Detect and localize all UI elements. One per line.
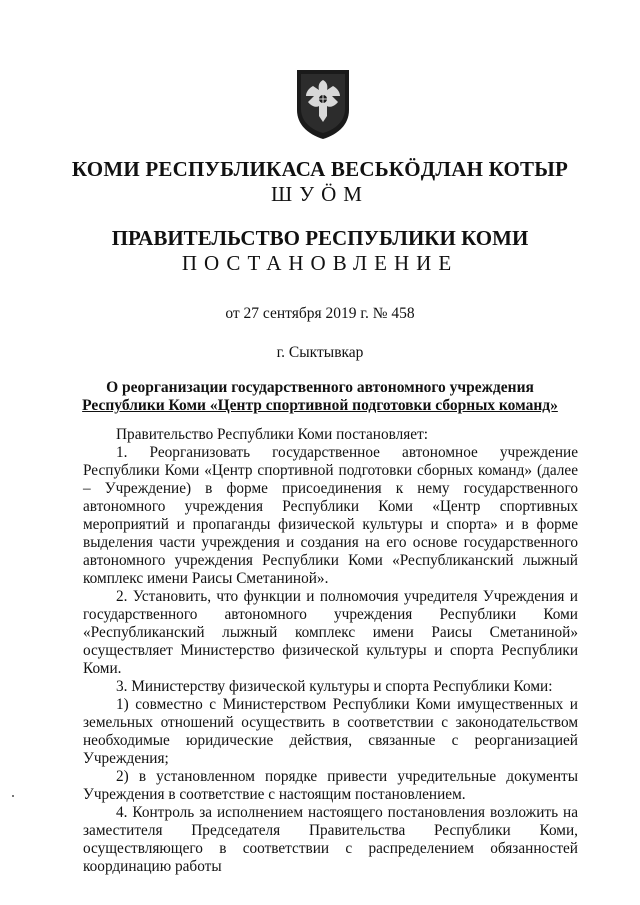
- body-paragraph-1: 1. Реорганизовать государственное автономное учреждение Республики Коми «Центр спортивной подготовки сборных команд» (далее – Учреждение) в форме присоединения к нему государственного автономного учреждения Республики Коми «Центр спортивных мероприятий и пропаганды физической культуры и спорта» и в форме выделения части учреждения и создания на его основе государственного автономного учреждения Республики Коми «Республиканский лыжный комплекс имени Раисы Сметаниной».: [83, 444, 578, 587]
- body-intro: Правительство Республики Коми постановляет:: [116, 426, 429, 443]
- komi-coat-of-arms-icon: [294, 66, 352, 140]
- body-paragraph-3-1: 1) совместно с Министерством Республики Коми имущественных и земельных отношений осуществить в соответствии с законодательством необходимые юридические действия, связанные с реорганизацией Учреждения;: [83, 696, 578, 767]
- document-subject: [0, 379, 640, 415]
- body-paragraph-2: 2. Установить, что функции и полномочия учредителя Учреждения и государственного автономного учреждения Республики Коми «Республиканский лыжный комплекс имени Раисы Сметаниной» осуществляет Министерство физической культуры и спорта Республики Коми.: [83, 588, 578, 677]
- subject-line-1: О реорганизации государственного автономного учреждения: [106, 379, 534, 396]
- body-paragraph-3-2: 2) в установленном порядке привести учредительные документы Учреждения в соответствие с настоящим постановлением.: [83, 768, 578, 803]
- city-line: г. Сыктывкар: [276, 344, 364, 361]
- scan-speck: [12, 795, 14, 797]
- russian-resolution-label: ПОСТАНОВЛЕНИЕ: [181, 251, 459, 275]
- date-and-number: от 27 сентября 2019 г. № 458: [225, 305, 415, 322]
- komi-resolution-label: ШУӦМ: [271, 182, 369, 206]
- russian-government-title: ПРАВИТЕЛЬСТВО РЕСПУБЛИКИ КОМИ: [111, 226, 529, 250]
- document-body: [83, 426, 578, 876]
- body-paragraph-4: 4. Контроль за исполнением настоящего постановления возложить на заместителя Председателя Правительства Республики Коми, осуществляющего в соответствии с распределением обязанностей координацию работы: [83, 804, 578, 875]
- komi-government-title: КОМИ РЕСПУБЛИКАСА ВЕСЬКӦДЛАН КОТЫР: [71, 157, 569, 181]
- body-paragraph-3: 3. Министерству физической культуры и спорта Республики Коми:: [116, 678, 553, 695]
- subject-line-2: Республики Коми «Центр спортивной подготовки сборных команд»: [82, 397, 558, 414]
